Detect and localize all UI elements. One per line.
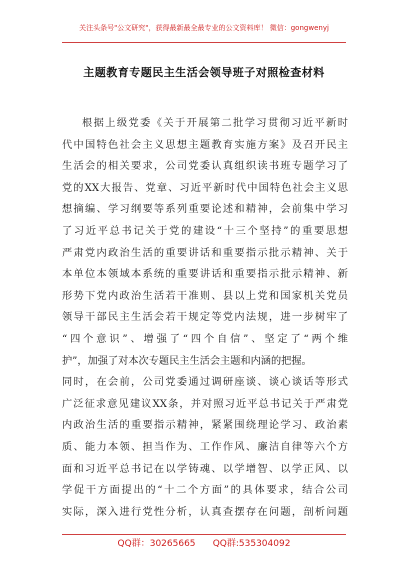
header-divider bbox=[62, 42, 346, 43]
body-line: 护”，加强了对本次专题民主生活会主题和内涵的把握。 bbox=[62, 355, 312, 367]
body-line: 内政治生活的重要指示精神，紧紧围绕理论学习、政治素 bbox=[62, 420, 348, 432]
document-title: 主题教育专题民主生活会领导班子对照检查材料 bbox=[83, 66, 325, 79]
body-line: 代中国特色社会主义思想主题教育实施方案》及召开民主 bbox=[62, 139, 348, 151]
page-footer bbox=[62, 534, 346, 558]
page-header bbox=[0, 0, 408, 44]
body-line: “四个意识”、增强了“四个自信”、坚定了“两个维 bbox=[62, 333, 348, 345]
body-line: 生活会的相关要求，公司党委认真组织读书班专题学习了 bbox=[62, 161, 348, 173]
document-body bbox=[62, 113, 348, 523]
footer-contact: QQ群：30265665 QQ群:535304092 bbox=[117, 539, 291, 549]
body-line: 广泛征求意见建议XX条，并对照习近平总书记关于严肃党 bbox=[62, 398, 348, 410]
header-notice: 关注头条号"公文研究"，获得最新最全最专业的公文资料库！ 微信：gongwenyj bbox=[79, 24, 329, 32]
body-line: 质、能力本领、担当作为、工作作风、廉洁自律等六个方 bbox=[62, 441, 348, 453]
body-line: 实际，深入进行党性分析，认真查摆存在问题，剖析问题 bbox=[62, 506, 348, 518]
body-line: 形势下党内政治生活若干准则、县以上党和国家机关党员 bbox=[62, 290, 348, 302]
body-line: 想摘编、学习纲要等系列重要论述和精神，会前集中学习 bbox=[62, 204, 348, 216]
body-line: 党的XX大报告、党章、习近平新时代中国特色社会主义思 bbox=[62, 182, 348, 194]
body-line: 同时，在会前，公司党委通过调研座谈、谈心谈话等形式 bbox=[62, 377, 348, 389]
body-line: 根据上级党委《关于开展第二批学习贯彻习近平新时 bbox=[82, 118, 348, 129]
footer-divider bbox=[62, 534, 346, 535]
body-line: 严肃党内政治生活的重要讲话和重要指示批示精神、关于 bbox=[62, 247, 348, 259]
body-line: 本单位本领域本系统的重要讲话和重要指示批示精神、新 bbox=[62, 269, 348, 281]
body-line: 学促干方面提出的“十二个方面”的具体要求，结合公司 bbox=[62, 485, 348, 497]
body-line: 了习近平总书记关于党的建设“十三个坚持”的重要思想 bbox=[62, 225, 348, 237]
body-line: 面和习近平总书记在以学铸魂、以学增智、以学正风、以 bbox=[62, 463, 348, 475]
body-line: 领导干部民主生活会若干规定等党内法规，进一步树牢了 bbox=[62, 312, 348, 324]
